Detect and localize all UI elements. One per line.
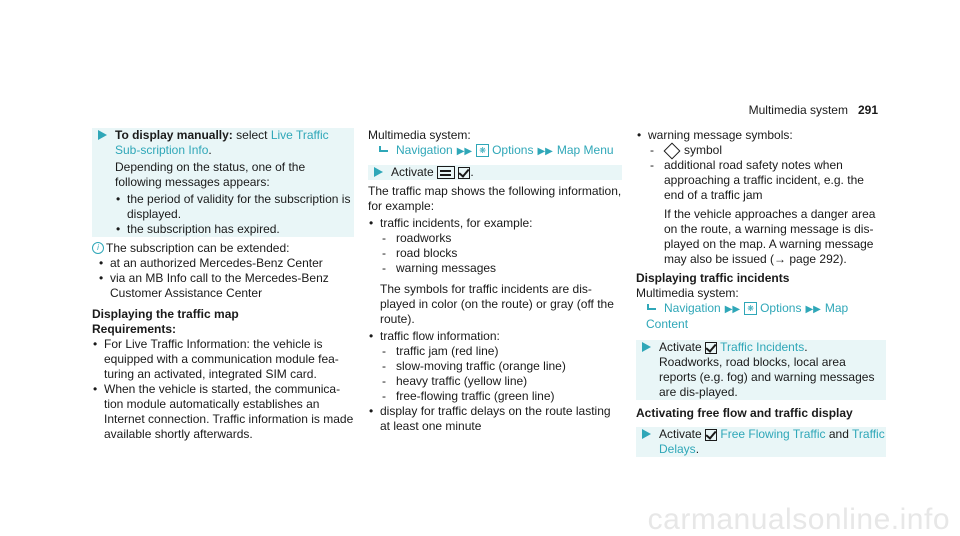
- list-item: • traffic flow information:: [368, 329, 622, 344]
- page-number: 291: [857, 103, 878, 117]
- requirements-title: Requirements:: [92, 322, 177, 336]
- traffic-incidents-option[interactable]: Traffic Incidents: [720, 340, 805, 354]
- watermark: carmanualsonline.info: [647, 503, 950, 536]
- checkbox-checked-icon: [458, 167, 470, 179]
- column-3: [636, 128, 886, 461]
- chevron-right-icon: ▶▶: [724, 304, 741, 315]
- incidents-text: Roadworks, road blocks, local area reports (e.g. fog) and warning messages are dis-played.: [659, 355, 875, 399]
- page-header: [749, 103, 878, 118]
- menu-navigation[interactable]: Navigation: [396, 143, 453, 157]
- traffic-map-icon: [437, 166, 455, 179]
- chevron-right-icon: ▶▶: [537, 146, 553, 157]
- list-item: • the period of validity for the subscription is displayed.: [115, 192, 354, 222]
- list-item: • at an authorized Mercedes-Benz Center: [98, 256, 354, 271]
- checkbox-checked-icon: [705, 342, 717, 354]
- menu-path-intro: Multimedia system:: [636, 286, 739, 300]
- list-item: • warning message symbols:: [636, 128, 886, 143]
- chevron-right-icon: ▶▶: [805, 304, 821, 315]
- gear-icon: ❋: [476, 144, 489, 157]
- menu-options[interactable]: Options: [760, 301, 802, 315]
- step-activate-flow: Activate Free Flowing Traffic and Traffic Delays.: [636, 427, 886, 457]
- menu-map-content[interactable]: Map Content: [646, 301, 849, 331]
- symbols-text: The symbols for traffic incidents are dis-played in color (on the route) or gray (off the route).: [380, 282, 614, 326]
- menu-path-intro: Multimedia system:: [368, 128, 471, 142]
- column-2: [368, 128, 622, 434]
- list-item: - road blocks: [380, 246, 622, 261]
- menu-path: [636, 301, 886, 332]
- menu-map-menu[interactable]: Map Menu: [556, 143, 614, 157]
- step-activate-map: Activate .: [368, 165, 622, 180]
- manual-label: To display manually:: [115, 128, 233, 142]
- path-arrow-icon: [378, 146, 392, 156]
- menu-navigation[interactable]: Navigation: [664, 301, 721, 315]
- step-arrow-icon: [98, 130, 107, 140]
- list-item: • display for traffic delays on the route lasting at least one minute: [368, 404, 622, 434]
- column-1: [92, 128, 354, 442]
- list-item: • the subscription has expired.: [115, 222, 354, 237]
- map-shows-text: The traffic map shows the following information, for example:: [368, 184, 622, 213]
- list-item: - free-flowing traffic (green line): [380, 389, 622, 404]
- list-item: - heavy traffic (yellow line): [380, 374, 622, 389]
- list-item: - warning messages: [380, 261, 622, 276]
- live-traffic-link[interactable]: Live Traffic Sub-scription Info: [115, 128, 329, 157]
- list-item: - traffic jam (red line): [380, 344, 622, 359]
- traffic-delays-option[interactable]: Traffic Delays: [659, 427, 885, 456]
- list-item: - slow-moving traffic (orange line): [380, 359, 622, 374]
- step-arrow-icon: [642, 429, 651, 439]
- info-icon: i: [92, 242, 104, 254]
- step-display-manually: To display manually: select Live Traffic Sub-scription Info. Depending on the status, one of the following messages appears: • the period of validity for the subscription is displayed. • the subscription has expired.: [92, 128, 354, 237]
- list-item: - symbol: [648, 143, 886, 158]
- section-heading: Activating free flow and traffic display: [636, 406, 853, 420]
- menu-path: [368, 143, 622, 159]
- step-arrow-icon: [374, 167, 383, 177]
- section-heading: Displaying the traffic map: [92, 307, 239, 321]
- list-item: • For Live Traffic Information: the vehicle is equipped with a communication module fea-turing an activated, integrated SIM card.: [92, 337, 354, 382]
- warning-diamond-icon: [664, 142, 681, 159]
- danger-area-text: If the vehicle approaches a danger area on the route, a warning message is dis-played on the map. A warning message may also be issued (→ page 292).: [664, 207, 876, 266]
- list-item: • When the vehicle is started, the communica-tion module automatically establishes an Internet connection. Traffic information is made available shortly afterwards.: [92, 382, 354, 442]
- checkbox-checked-icon: [705, 429, 717, 441]
- header-title: Multimedia system: [748, 103, 848, 117]
- depending-text: Depending on the status, one of the following messages appears:: [115, 160, 306, 189]
- list-item: - roadworks: [380, 231, 622, 246]
- info-note: i The subscription can be extended:: [92, 241, 354, 256]
- chevron-right-icon: ▶▶: [456, 146, 473, 157]
- step-activate-incidents: Activate Traffic Incidents. Roadworks, road blocks, local area reports (e.g. fog) and warning messages are dis-played.: [636, 340, 886, 400]
- free-flowing-traffic-option[interactable]: Free Flowing Traffic: [720, 427, 826, 441]
- menu-options[interactable]: Options: [492, 143, 534, 157]
- section-heading: Displaying traffic incidents: [636, 271, 790, 285]
- step-arrow-icon: [642, 342, 651, 352]
- list-item: • via an MB Info call to the Mercedes-Benz Customer Assistance Center: [98, 271, 354, 301]
- list-item: - additional road safety notes when approaching a traffic incident, e.g. the end of a traffic jam: [648, 158, 886, 203]
- gear-icon: ❋: [744, 302, 757, 315]
- list-item: • traffic incidents, for example:: [368, 216, 622, 231]
- path-arrow-icon: [646, 304, 660, 314]
